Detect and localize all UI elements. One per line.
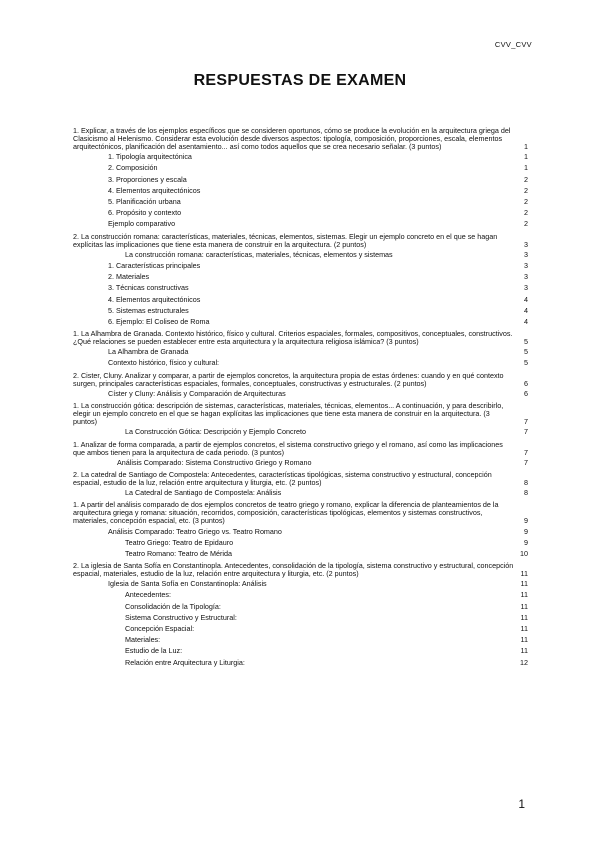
toc-question-text: 2. La construcción romana: características, materiales, técnicas, elementos, sistemas. Elegir un ejemplo concreto en el que se hagan explícitas las implicaciones que tiene esta manera de construir en la arquitectura. (2 puntos)	[73, 231, 498, 249]
toc-page-number: 3	[524, 260, 528, 270]
toc-page-number: 5	[524, 347, 528, 357]
toc-item-text: Contexto histórico, físico y cultural:	[108, 358, 220, 368]
toc-item-text: 1. Características principales	[108, 260, 201, 270]
toc-item-text: Relación entre Arquitectura y Liturgia:	[125, 657, 245, 667]
toc-item-text: Sistema Constructivo y Estructural:	[125, 612, 237, 622]
toc-item-text: Consolidación de la Tipología:	[125, 601, 221, 611]
toc-page-number: 8	[524, 488, 528, 498]
toc-question[interactable]	[73, 501, 528, 525]
toc-page-number: 11	[520, 579, 528, 589]
toc-question-text: 1. Explicar, a través de los ejemplos específicos que se consideren oportunos, cómo se produce la evolución en la arquitectura griega del Clasicismo al Helenismo. Considerar esta evolución desde diversos aspectos: tipología, composición, proporciones, escala, elementos arquitectónicos, planificación del asentamiento... así como todos aquellos que se crea necesario señalar. (3 puntos)	[73, 126, 511, 152]
toc-item-text: 5. Sistemas estructurales	[108, 305, 189, 315]
toc-question-text: 1. A partir del análisis comparado de dos ejemplos concretos de teatro griego y romano, explicar la diferencia de planteamientos de la arquitectura griega y romana: situación, recorridos, composición, características tipológicas, elementos y sistemas constructivos, materiales, concepción espacial, etc. (3 puntos)	[73, 500, 499, 526]
toc-page-number: 1	[524, 152, 528, 162]
toc-page-number: 7	[524, 427, 528, 437]
toc-item[interactable]	[73, 316, 528, 327]
toc-item[interactable]	[73, 294, 528, 305]
toc-page-number: 2	[524, 174, 528, 184]
toc-page-number: 11	[520, 646, 528, 656]
toc-page-number: 10	[520, 548, 528, 558]
toc-item[interactable]	[73, 578, 528, 589]
toc-item-text: La Construcción Gótica: Descripción y Ejemplo Concreto	[125, 427, 306, 437]
toc-page-number: 2	[524, 208, 528, 218]
toc-page-number: 6	[524, 388, 528, 398]
toc-page-number: 5	[524, 358, 528, 368]
toc-question-text: 2. Cister, Cluny. Analizar y comparar, a partir de ejemplos concretos, la arquitectura propia de estas órdenes: cuando y en qué contexto surgen, principales características espaciales, formales, conceptuales, constructivas y estructurales. (2 puntos)	[73, 370, 504, 388]
toc-page-number: 4	[524, 294, 528, 304]
toc-page-number: 6	[524, 378, 528, 388]
header-code: CVV_CVV	[494, 40, 532, 49]
toc-item[interactable]	[73, 185, 528, 196]
toc-item[interactable]	[73, 526, 528, 537]
toc-item-text: 2. Materiales	[108, 272, 150, 282]
toc-item[interactable]	[73, 162, 528, 173]
toc-question[interactable]	[73, 562, 528, 578]
toc-question-text: 2. La iglesia de Santa Sofía en Constantinopla. Antecedentes, consolidación de la tipología, sistema constructivo y estructural, concepción espacial, materiales, estudio de la luz, relación entre arquitectura y liturgia, etc. (2 puntos)	[73, 561, 514, 579]
toc-item-text: La construcción romana: características, materiales, técnicas, elementos y sistemas	[125, 249, 393, 259]
toc-item[interactable]	[73, 623, 528, 634]
toc-item-text: La Alhambra de Granada	[108, 347, 189, 357]
toc-question-text: 1. Analizar de forma comparada, a partir de ejemplos concretos, el sistema constructivo griego y el romano, así como las implicaciones que ambos tienen para la arquitectura de cada periodo. (3 puntos)	[73, 439, 503, 457]
toc-item[interactable]	[73, 305, 528, 316]
toc-page-number: 2	[524, 219, 528, 229]
toc-page-number: 11	[520, 612, 528, 622]
toc-item-text: Ejemplo comparativo	[108, 219, 176, 229]
toc-page-number: 7	[524, 447, 528, 457]
toc-page-number: 8	[524, 477, 528, 487]
toc-question[interactable]	[73, 330, 528, 346]
toc-page-number: 9	[524, 526, 528, 536]
toc-item[interactable]	[73, 207, 528, 218]
toc-page-number: 3	[524, 272, 528, 282]
toc-question[interactable]	[73, 372, 528, 388]
toc-question-text: 2. La catedral de Santiago de Compostela: Antecedentes, características tipológicas, sistema constructivo y estructural, concepción espacial, estudio de la luz, relación entre arquitectura y liturgia, etc. (2 puntos)	[73, 469, 492, 487]
toc-item[interactable]	[73, 634, 528, 645]
toc-item-text: Estudio de la Luz:	[125, 646, 183, 656]
toc-question[interactable]	[73, 441, 528, 457]
toc-question[interactable]	[73, 471, 528, 487]
toc-item[interactable]	[73, 426, 528, 437]
toc-item[interactable]	[73, 151, 528, 162]
toc-item-text: Concepción Espacial:	[125, 624, 195, 634]
toc-item[interactable]	[73, 357, 528, 368]
page-title: RESPUESTAS DE EXAMEN	[193, 72, 407, 89]
toc-item[interactable]	[73, 174, 528, 185]
toc-page-number: 3	[524, 249, 528, 259]
toc-item[interactable]	[73, 487, 528, 498]
toc-item-text: Análisis Comparado: Sistema Constructivo Griego y Romano	[117, 457, 312, 467]
toc-item-text: Análisis Comparado: Teatro Griego vs. Teatro Romano	[108, 526, 282, 536]
toc-page-number: 7	[524, 417, 528, 427]
toc-item-text: 6. Propósito y contexto	[108, 208, 182, 218]
toc-question-text: 1. La Alhambra de Granada. Contexto histórico, físico y cultural. Criterios espaciales, formales, compositivos, conceptuales, constructivos. ¿Qué relaciones se pueden establecer entre esta arquitectura y la arquitectura religiosa islámica? (3 puntos)	[73, 329, 513, 347]
toc-item-text: La Catedral de Santiago de Compostela: Análisis	[125, 488, 282, 498]
toc-item-text: Materiales:	[125, 635, 161, 645]
toc-page-number: 9	[524, 537, 528, 547]
toc-item-text: Antecedentes:	[125, 590, 171, 600]
toc-item[interactable]	[73, 346, 528, 357]
toc-question-text: 1. La construcción gótica: descripción de sistemas, características, materiales, técnicas, elementos... A continuación, y para describirlo, elegir un ejemplo concreto en el que se hagan explícitas las implicaciones que tiene esta manera de construir en la arquitectura. (3 puntos)	[73, 401, 504, 427]
toc-item[interactable]	[73, 260, 528, 271]
toc-page-number: 2	[524, 185, 528, 195]
toc-page-number: 1	[524, 163, 528, 173]
table-of-contents	[73, 124, 528, 668]
toc-page-number: 11	[520, 635, 528, 645]
toc-page-number: 3	[524, 239, 528, 249]
toc-page-number: 7	[524, 457, 528, 467]
toc-page-number: 1	[524, 142, 528, 152]
toc-page-number: 11	[520, 601, 528, 611]
toc-page-number: 12	[520, 657, 528, 667]
toc-item[interactable]	[73, 657, 528, 668]
toc-item[interactable]	[73, 388, 528, 399]
toc-item[interactable]	[73, 196, 528, 207]
toc-question[interactable]	[73, 233, 528, 249]
toc-page-number: 9	[524, 516, 528, 526]
toc-item-text: 4. Elementos arquitectónicos	[108, 185, 201, 195]
page-number: 1	[518, 797, 525, 811]
toc-item-text: Teatro Griego: Teatro de Epidauro	[125, 537, 234, 547]
toc-page-number: 4	[524, 305, 528, 315]
toc-page-number: 5	[524, 337, 528, 347]
toc-question[interactable]	[73, 127, 528, 151]
toc-item[interactable]	[73, 537, 528, 548]
toc-item[interactable]	[73, 457, 528, 468]
toc-item[interactable]	[73, 589, 528, 600]
toc-item-text: Iglesia de Santa Sofía en Constantinopla: Análisis	[108, 579, 267, 589]
toc-item-text: 2. Composición	[108, 163, 158, 173]
toc-question[interactable]	[73, 402, 528, 426]
toc-item[interactable]	[73, 282, 528, 293]
toc-item-text: 1. Tipología arquitectónica	[108, 152, 192, 162]
toc-item[interactable]	[73, 271, 528, 282]
toc-item[interactable]	[73, 645, 528, 656]
toc-item-text: 6. Ejemplo: El Coliseo de Roma	[108, 316, 210, 326]
toc-page-number: 11	[520, 624, 528, 634]
toc-page-number: 4	[524, 316, 528, 326]
toc-item[interactable]	[73, 548, 528, 559]
toc-page-number: 3	[524, 283, 528, 293]
toc-item[interactable]	[73, 249, 528, 260]
toc-page-number: 11	[520, 590, 528, 600]
toc-item-text: 3. Técnicas constructivas	[108, 283, 189, 293]
toc-item[interactable]	[73, 218, 528, 229]
toc-item-text: Císter y Cluny: Análisis y Comparación de Arquitecturas	[108, 388, 286, 398]
toc-item[interactable]	[73, 601, 528, 612]
toc-item-text: 4. Elementos arquitectónicos	[108, 294, 201, 304]
toc-item-text: 5. Planificación urbana	[108, 197, 181, 207]
toc-page-number: 11	[520, 569, 528, 579]
toc-item-text: Teatro Romano: Teatro de Mérida	[125, 548, 232, 558]
toc-page-number: 2	[524, 197, 528, 207]
toc-item[interactable]	[73, 612, 528, 623]
toc-item-text: 3. Proporciones y escala	[108, 174, 187, 184]
